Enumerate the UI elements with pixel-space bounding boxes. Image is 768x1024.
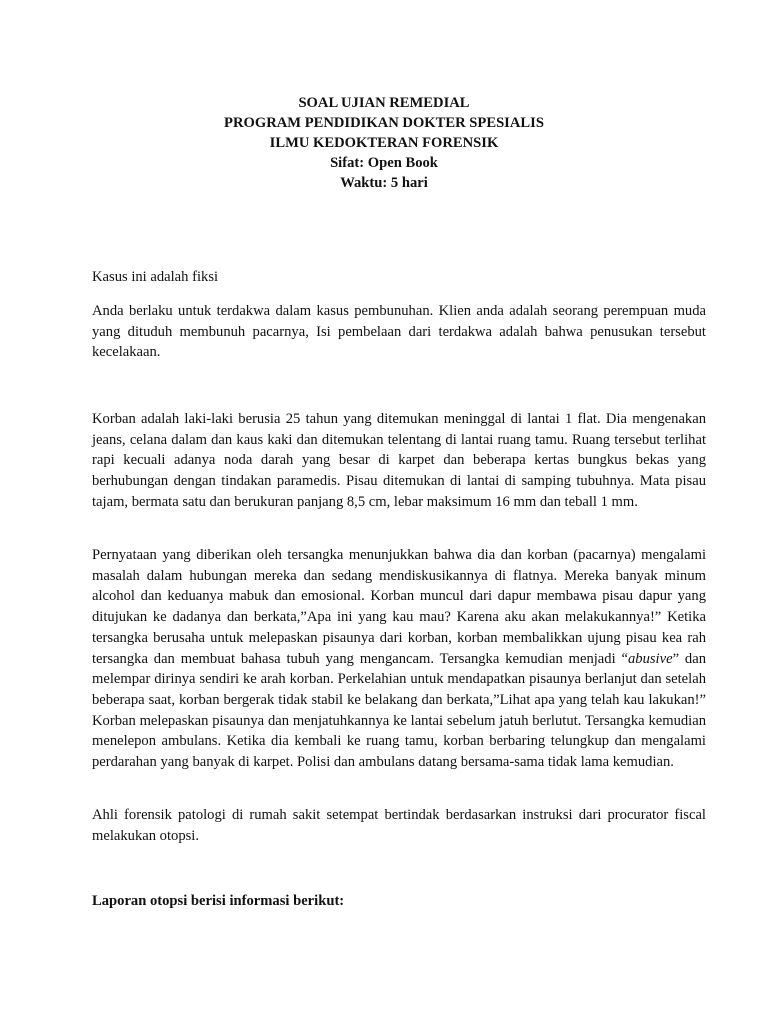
intro-paragraph: Anda berlaku untuk terdakwa dalam kasus pembunuhan. Klien anda adalah seorang perempuan muda yang dituduh membunuh pacarnya, Isi pembelaan dari terdakwa adalah bahwa penusukan tersebut kecelakaan. <box>92 303 706 361</box>
header-exam-type: Sifat: Open Book <box>330 155 438 171</box>
victim-paragraph: Korban adalah laki-laki berusia 25 tahun yang ditemukan meninggal di lantai 1 flat. Dia mengenakan jeans, celana dalam dan kaus kaki dan ditemukan telentang di lantai ruang tamu. Ruang tersebut terlihat rapi kecuali adanya noda darah yang besar di karpet dan beberapa kertas bungkus bekas yang berhubungan dengan tindakan paramedis. Pisau ditemukan di lantai di samping tubuhnya. Mata pisau tajam, bermata satu dan berukuran panjang 8,5 cm, lebar maksimum 16 mm dan teball 1 mm. <box>92 411 706 510</box>
fiction-note: Kasus ini adalah fiksi <box>92 269 219 285</box>
statement-italic-word: abusive <box>627 650 673 667</box>
document-header <box>0 93 768 193</box>
expert-paragraph: Ahli forensik patologi di rumah sakit setempat bertindak berdasarkan instruksi dari procurator fiscal melakukan otopsi. <box>92 807 706 844</box>
report-heading: Laporan otopsi berisi informasi berikut: <box>92 893 345 909</box>
statement-text-part2: ” dan melempar dirinya sendiri ke arah korban. Perkelahian untuk mendapatkan pisaunya berlanjut dan setelah beberapa saat, korban bergerak tidak stabil ke belakang dan berkata,”Lihat apa yang telah kau lakukan!” Korban melepaskan pisaunya dan menjatuhkannya ke lantai sebelum jatuh berlutut. Tersangka kemudian menelepon ambulans. Ketika dia kembali ke ruang tamu, korban berbaring telungkup dan mengalami perdarahan yang banyak di karpet. Polisi dan ambulans datang bersama-sama tidak lama kemudian. <box>92 650 706 771</box>
header-department: ILMU KEDOKTERAN FORENSIK <box>269 135 499 151</box>
statement-text-part1: Pernyataan yang diberikan oleh tersangka menunjukkan bahwa dia dan korban (pacarnya) mengalami masalah dalam hubungan mereka dan sedang mendiskusikannya di flatnya. Mereka banyak minum alcohol dan keduanya mabuk dan emosional. Korban muncul dari dapur membawa pisau dapur yang ditujukan ke dadanya dan berkata,”Apa ini yang kau mau? Karena aku akan melakukannya!” Ketika tersangka berusaha untuk melepaskan pisaunya dari korban, korban membalikkan ujung pisau kea rah tersangka dan membuat bahasa tubuh yang mengancam. Tersangka kemudian menjadi “ <box>92 547 706 667</box>
statement-paragraph <box>92 545 706 773</box>
header-duration: Waktu: 5 hari <box>340 175 428 191</box>
header-title: SOAL UJIAN REMEDIAL <box>298 95 470 111</box>
header-program: PROGRAM PENDIDIKAN DOKTER SPESIALIS <box>224 115 544 131</box>
